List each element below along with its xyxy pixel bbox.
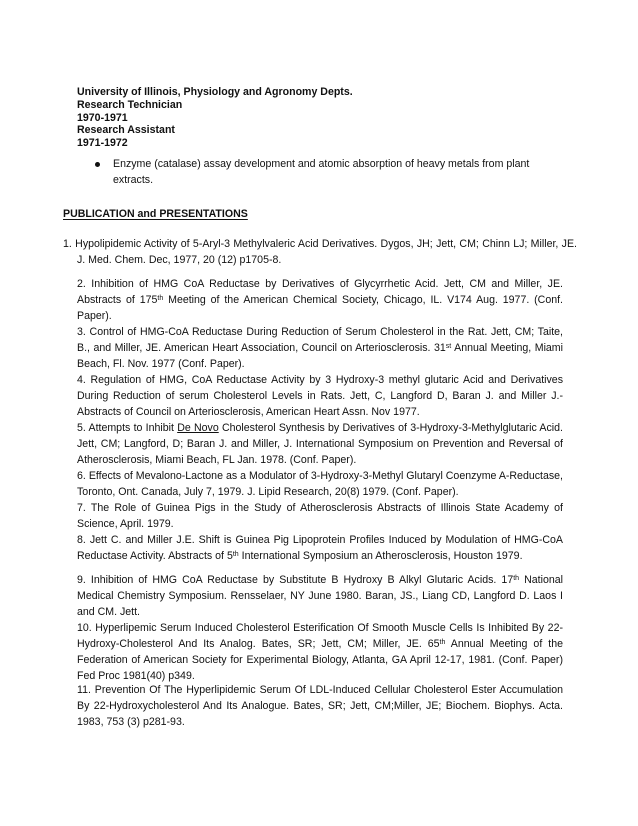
- publication-entry-2: [77, 276, 563, 324]
- entry-6-text: 6. Effects of Mevalono-Lactone as a Modulator of 3-Hydroxy-3-Methyl Glutaryl Coenzyme A-Reductase, Toronto, Ont. Canada, July 7, 1979. J. Lipid Research, 20(8) 1979. (Conf. Paper).: [77, 470, 563, 498]
- entry-8-text-b: International Symposium an Atherosclerosis, Houston 1979.: [238, 550, 523, 562]
- publication-entry-11: [77, 682, 563, 730]
- entry-3-superscript: st: [445, 343, 452, 350]
- entry-2-text-b: Meeting of the American Chemical Society, Chicago, IL. V174 Aug. 1977. (Conf. Paper).: [77, 294, 563, 322]
- publication-entry-5: [77, 420, 563, 468]
- entry-4-text: 4. Regulation of HMG, CoA Reductase Activity by 3 Hydroxy-3 methyl glutaric Acid and Derivatives During Reduction of serum Cholesterol Levels in Rats. Jett, C, Langford D, Baran J. and Miller J.- Abstracts of Council on Arteriosclerosis, American Heart Assn. Nov 1977.: [77, 374, 563, 418]
- entry-2-superscript: th: [157, 295, 164, 302]
- publication-entry-3: [77, 324, 563, 372]
- entry-10-text-a: 10. Hyperlipemic Serum Induced Cholesterol Esterification Of Smooth Muscle Cells Is Inhibited By 22-Hydroxy-Cholesterol And Its Analog. Bates, SR; Jett, CM; Miller, JE. 65: [77, 622, 563, 650]
- job-title-1: Research Technician: [77, 99, 183, 111]
- entry-2-text-a: 2. Inhibition of HMG CoA Reductase by Derivatives of Glycyrrhetic Acid. Jett, CM and Miller, JE. Abstracts of 175: [77, 278, 563, 306]
- entry-3-text-a: 3. Control of HMG-CoA Reductase During Reduction of Serum Cholesterol in the Rat. Jett, CM; Taite, B., and Miller, JE. American Heart Association, Council on Arteriosclerosis. 31: [77, 326, 563, 354]
- publication-entry-7: [77, 500, 563, 532]
- entry-9-text-a: 9. Inhibition of HMG CoA Reductase by Substitute B Hydroxy B Alkyl Glutaric Acids. 17: [77, 574, 514, 586]
- entry-10-text-b: Annual Meeting of the Federation of American Society for Experimental Biology, Atlanta, GA April 12-17, 1981. (Conf. Paper) Fed Proc 1981(40) p349.: [77, 638, 563, 682]
- publication-entry-4: [77, 372, 563, 420]
- entry-1-text: 1. Hypolipidemic Activity of 5-Aryl-3 Methylvaleric Acid Derivatives. Dygos, JH; Jett, CM; Chinn LJ; Miller, JE. J. Med. Chem. Dec, 1977, 20 (12) p1705-8.: [63, 238, 577, 266]
- section-heading: PUBLICATION and PRESENTATIONS: [63, 208, 248, 220]
- entry-9-superscript: th: [513, 575, 520, 582]
- duty-bullet: Enzyme (catalase) assay development and atomic absorption of heavy metals from plant extracts.: [113, 158, 530, 186]
- entry-8-text-a: 8. Jett C. and Miller J.E. Shift is Guinea Pig Lipoprotein Profiles Induced by Modulation of HMG-CoA Reductase Activity. Abstracts of 5: [77, 534, 563, 562]
- entry-11-text: 11. Prevention Of The Hyperlipidemic Serum Of LDL-Induced Cellular Cholesterol Ester Accumulation By 22-Hydroxycholesterol And Its Analogue. Bates, SR; Jett, CM;Miller, JE; Biochem. Biophys. Acta. 1983, 753 (3) p281-93.: [77, 684, 563, 728]
- entry-7-text: 7. The Role of Guinea Pigs in the Study of Atherosclerosis Abstracts of Illinois State Academy of Science, April. 1979.: [77, 502, 563, 530]
- employer-line: University of Illinois, Physiology and Agronomy Depts.: [77, 86, 353, 98]
- publication-entry-10: [77, 620, 563, 684]
- entry-10-superscript: th: [439, 639, 446, 646]
- publication-entry-1: [63, 236, 577, 268]
- entry-3-text-b: Annual Meeting, Miami Beach, Fl. Nov. 1977 (Conf. Paper).: [77, 342, 563, 370]
- entry-8-superscript: th: [232, 551, 239, 558]
- job-years-2: 1971-1972: [77, 137, 128, 149]
- job-title-2: Research Assistant: [77, 124, 175, 136]
- publication-entry-6: [77, 468, 563, 500]
- publication-entry-8: [77, 532, 563, 564]
- entry-5-text-b: Cholesterol Synthesis by Derivatives of 3-Hydroxy-3-Methylglutaric Acid. Jett, CM; Langford, D; Baran J. and Miller, J. International Symposium on Prevention and Reversal of Atherosclerosis, Miami Beach, FL Jan. 1978. (Conf. Paper).: [77, 422, 563, 466]
- job-years-1: 1970-1971: [77, 112, 128, 124]
- publication-entry-9: [77, 572, 563, 620]
- bullet-marker: [95, 162, 100, 167]
- entry-9-text-b: National Medical Chemistry Symposium. Rensselaer, NY June 1980. Baran, JS., Liang CD, Langford D. Laos I and CM. Jett.: [77, 574, 564, 618]
- entry-5-underlined: De Novo: [177, 422, 219, 434]
- entry-5-text-a: 5. Attempts to Inhibit: [77, 422, 178, 434]
